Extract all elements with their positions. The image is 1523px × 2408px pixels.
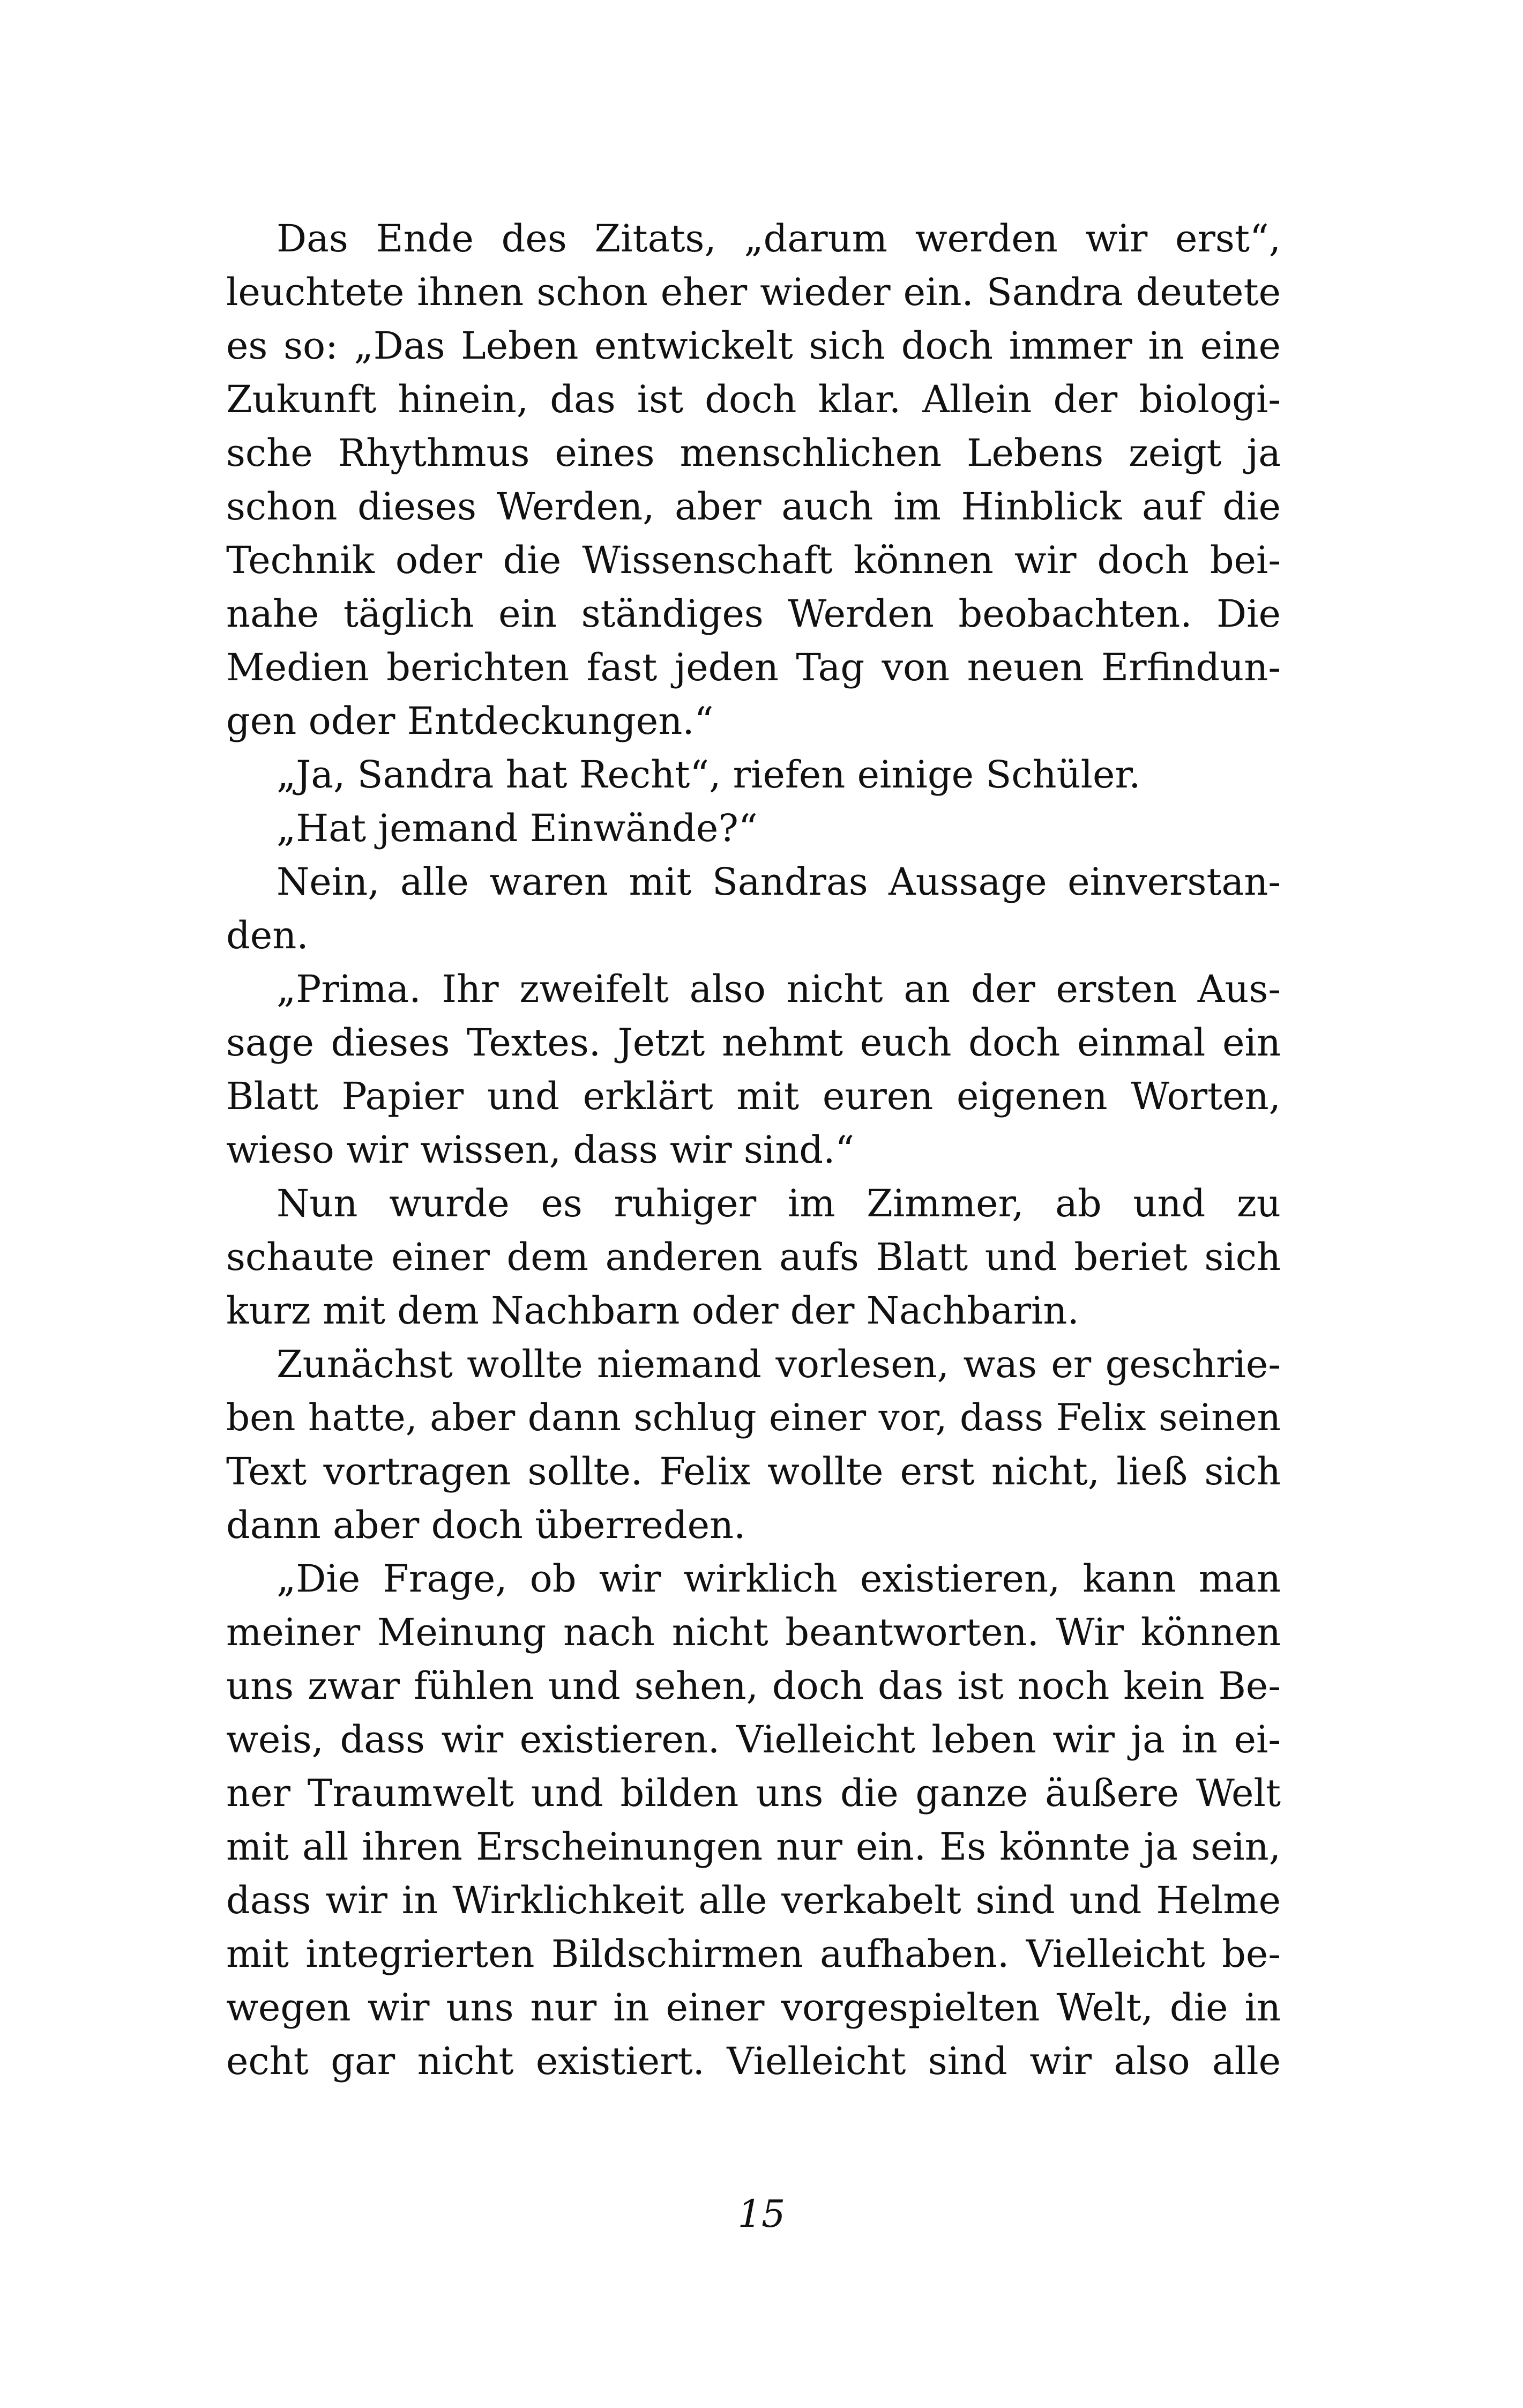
text-line: Text vortragen sollte. Felix wollte erst nicht, ließ sich xyxy=(226,1450,1281,1493)
text-line: Zukunft hinein, das ist doch klar. Allein der biologi- xyxy=(226,377,1281,421)
text-line: es so: „Das Leben entwickelt sich doch immer in eine xyxy=(226,324,1281,368)
text-line: gen oder Entdeckungen.“ xyxy=(226,699,714,743)
body-text xyxy=(226,212,1281,2088)
text-line: echt gar nicht existiert. Vielleicht sind wir also alle xyxy=(226,2039,1281,2083)
text-line: meiner Meinung nach nicht beantworten. Wir können xyxy=(226,1610,1281,1654)
text-line: weis, dass wir existieren. Vielleicht leben wir ja in ei- xyxy=(226,1718,1281,1762)
text-line: „Hat jemand Einwände?“ xyxy=(277,806,758,850)
text-line: wieso wir wissen, dass wir sind.“ xyxy=(226,1128,855,1172)
text-line: sche Rhythmus eines menschlichen Lebens zeigt ja xyxy=(226,431,1281,475)
text-line: leuchtete ihnen schon eher wieder ein. Sandra deutete xyxy=(226,270,1281,314)
text-line: schaute einer dem anderen aufs Blatt und beriet sich xyxy=(226,1235,1281,1279)
text-line: dass wir in Wirklichkeit alle verkabelt sind und Helme xyxy=(226,1878,1281,1922)
text-line: Das Ende des Zitats, „darum werden wir erst“, xyxy=(277,217,1281,261)
text-line: „Prima. Ihr zweifelt also nicht an der ersten Aus- xyxy=(277,967,1281,1011)
text-line: Nun wurde es ruhiger im Zimmer, ab und zu xyxy=(277,1181,1281,1225)
text-line: wegen wir uns nur in einer vorgespielten Welt, die in xyxy=(226,1986,1281,2030)
text-line: ner Traumwelt und bilden uns die ganze äußere Welt xyxy=(226,1771,1281,1815)
text-line: „Die Frage, ob wir wirklich existieren, kann man xyxy=(277,1557,1281,1601)
text-line: Medien berichten fast jeden Tag von neuen Erfindun- xyxy=(226,645,1281,689)
text-line: sage dieses Textes. Jetzt nehmt euch doch einmal ein xyxy=(226,1021,1281,1065)
text-line: mit integrierten Bildschirmen aufhaben. Vielleicht be- xyxy=(226,1932,1281,1976)
text-line: Technik oder die Wissenschaft können wir doch bei- xyxy=(226,538,1281,582)
text-line: den. xyxy=(226,913,309,957)
text-line: dann aber doch überreden. xyxy=(226,1503,746,1547)
page-number: 15 xyxy=(737,2192,786,2236)
text-line: Blatt Papier und erklärt mit euren eigenen Worten, xyxy=(226,1074,1281,1118)
text-line: mit all ihren Erscheinungen nur ein. Es könnte ja sein, xyxy=(226,1825,1281,1869)
text-line: Nein, alle waren mit Sandras Aussage einverstan- xyxy=(277,860,1281,904)
text-line: uns zwar fühlen und sehen, doch das ist noch kein Be- xyxy=(226,1664,1281,1708)
text-line: „Ja, Sandra hat Recht“, riefen einige Schüler. xyxy=(277,753,1141,797)
text-line: nahe täglich ein ständiges Werden beobachten. Die xyxy=(226,592,1281,636)
text-line: ben hatte, aber dann schlug einer vor, dass Felix seinen xyxy=(226,1396,1281,1439)
text-line: schon dieses Werden, aber auch im Hinblick auf die xyxy=(226,485,1281,529)
text-line: kurz mit dem Nachbarn oder der Nachbarin. xyxy=(226,1289,1079,1333)
text-line: Zunächst wollte niemand vorlesen, was er geschrie- xyxy=(277,1342,1281,1386)
